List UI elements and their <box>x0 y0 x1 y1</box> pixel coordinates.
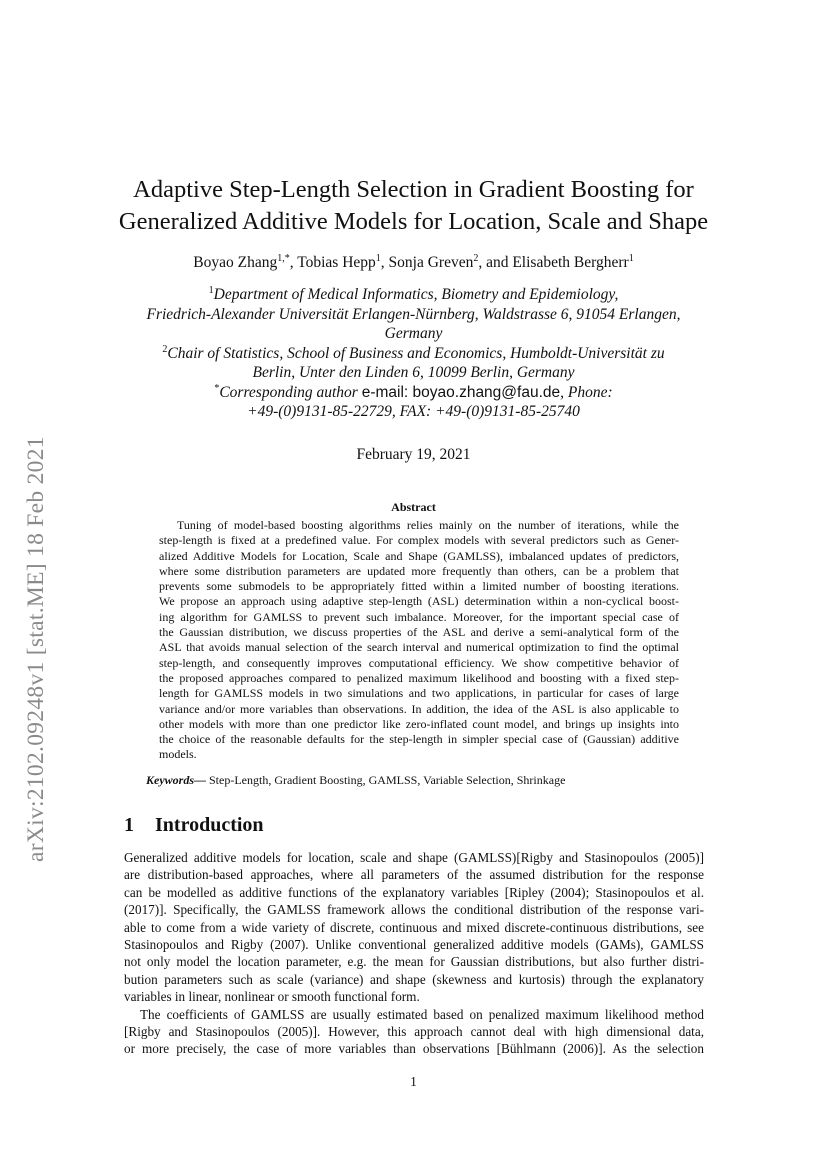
body-line: Stasinopoulos and Rigby (2007). Unlike conventional generalized additive models (GAMs), GAMLSS <box>124 936 704 952</box>
body-line: are distribution-based approaches, where all parameters of the assumed distribution for the response <box>124 867 704 883</box>
body-line: The coefficients of GAMLSS are usually estimated based on penalized maximum likelihood method <box>140 1006 704 1022</box>
author-2: Tobias Hepp <box>297 254 376 271</box>
abstract-body <box>159 518 679 763</box>
author-2-affil: 1 <box>375 253 381 264</box>
affil-2-line-2: Berlin, Unter den Linden 6, 10099 Berlin, Germany <box>252 364 575 381</box>
affil-1-line-2: Friedrich-Alexander Universität Erlangen-Nürnberg, Waldstrasse 6, 91054 Erlangen, <box>146 305 681 323</box>
author-list: Boyao Zhang$^{1,*}$, Tobias Hepp$^1$, Sonja Greven$^2$, and Elisabeth Bergherr$^1$ <box>193 253 634 271</box>
abstract-line: ing algorithm for GAMLSS to prevent such imbalance. Moreover, for the important special case of <box>159 609 679 624</box>
author-1: Boyao Zhang <box>193 254 278 271</box>
affiliations <box>60 285 767 422</box>
body-line: able to come from a wide variety of discrete, continuous and mixed discrete-continuous distributions, see <box>124 919 704 935</box>
author-3-affil: 2 <box>473 253 479 264</box>
abstract-heading: Abstract <box>391 500 436 514</box>
abstract-line: ASL that avoids manual selection of the search interval and numerical optimization to find the optimal <box>159 640 679 655</box>
abstract-line: the proposed approaches compared to penalized maximum likelihood and boosting with a fixed step- <box>159 670 679 685</box>
body-line: or more precisely, the case of more variables than observations [Bühlmann (2006)]. As the selection <box>124 1041 704 1057</box>
abstract-line: the Gaussian distribution, we discuss properties of the ASL and derive a semi-analytical form of the <box>159 625 679 640</box>
abstract-line: length for GAMLSS models in two simulations and two applications, in particular for cases of large <box>159 686 679 701</box>
abstract-line: prevents some submodels to be appropriately fitted within a limited number of boosting iterations. <box>159 579 679 594</box>
keywords-label: Keywords— <box>146 773 206 787</box>
body-line: can be modelled as additive functions of the explanatory variables [Ripley (2004); Stasinopoulos et al. <box>124 884 704 900</box>
corresponding-marker: * <box>214 382 220 394</box>
abstract-line: Tuning of model-based boosting algorithms relies mainly on the number of iterations, while the <box>177 518 679 532</box>
affil-2-line-1: Chair of Statistics, School of Business and Economics, Humboldt-Universität zu <box>167 344 665 362</box>
phone-label: , Phone: <box>560 383 613 401</box>
keywords-text: Step-Length, Gradient Boosting, GAMLSS, Variable Selection, Shrinkage <box>206 773 566 787</box>
abstract-line: alized Additive Models for Location, Scale and Shape (GAMLSS), imbalanced updates of predictors, <box>159 548 679 563</box>
paper-date: February 19, 2021 <box>356 446 471 463</box>
affil-1-line-1: Department of Medical Informatics, Biometry and Epidemiology, <box>213 286 619 303</box>
abstract-line: We propose an approach using adaptive step-length (ASL) determination within a non-cyclical boost- <box>159 594 679 609</box>
body-line: [Rigby and Stasinopoulos (2005)]. However, this approach cannot deal with high dimensional data, <box>124 1023 704 1039</box>
body-line: Generalized additive models for location, scale and shape (GAMLSS)[Rigby and Stasinopoulos (2005)] <box>124 850 704 865</box>
abstract-line: the choice of the reasonable defaults for the step-length in simpler special case of (Gaussian) additive <box>159 732 679 747</box>
corresponding-email[interactable]: e-mail: boyao.zhang@fau.de <box>361 383 561 401</box>
introduction-body <box>124 849 704 1058</box>
author-4-affil: 1 <box>628 253 634 264</box>
affil-1-marker: 1 <box>208 285 214 296</box>
section-title: Introduction <box>155 814 264 836</box>
body-line: not only model the location parameter, e.g. the mean for Gaussian distributions, but also further distri- <box>124 954 704 970</box>
body-line: bution parameters such as scale (variance) and shape (skewness and kurtosis) through the explanatory <box>124 971 704 987</box>
page-number: 1 <box>410 1074 417 1089</box>
author-4: and Elisabeth Bergherr <box>486 254 629 271</box>
body-line: (2017)]. Specifically, the GAMLSS framework allows the conditional distribution of the response vari- <box>124 902 704 918</box>
title-line-2: Generalized Additive Models for Location, Scale and Shape <box>118 208 709 235</box>
abstract-line: models. <box>159 747 197 762</box>
abstract-line: step-length is fixed at a predefined value. For complex models with several predictors such as Gener- <box>159 533 679 548</box>
arxiv-sidebar-stamp: arXiv:2102.09248v1 [stat.ME] 18 Feb 2021 <box>23 436 49 862</box>
abstract-line: step-length, and consequently improves computational efficiency. We show competitive behavior of <box>159 655 679 670</box>
paper-title <box>60 174 767 238</box>
section-number: 1 <box>124 814 134 836</box>
affil-1-line-3: Germany <box>384 325 443 342</box>
corresponding-label: Corresponding author <box>219 383 362 401</box>
abstract-line: where some distribution parameters are updated more frequently than others, can be a problem that <box>159 563 679 578</box>
author-3: Sonja Greven <box>388 254 474 271</box>
phone-fax: +49-(0)9131-85-22729, FAX: +49-(0)9131-85-25740 <box>247 403 580 420</box>
affil-2-marker: 2 <box>162 343 168 355</box>
title-line-1: Adaptive Step-Length Selection in Gradient Boosting for <box>133 176 694 203</box>
keywords <box>146 773 565 788</box>
body-line: variables in linear, nonlinear or smooth functional form. <box>124 989 420 1005</box>
section-heading <box>124 814 264 837</box>
abstract-line: other models with more than one predictor like zero-inflated count model, and brings up insights into <box>159 716 679 731</box>
abstract-line: variance and/or more variables than observations. In addition, the idea of the ASL is also applicable to <box>159 701 679 716</box>
author-1-affil: 1,* <box>277 253 290 264</box>
